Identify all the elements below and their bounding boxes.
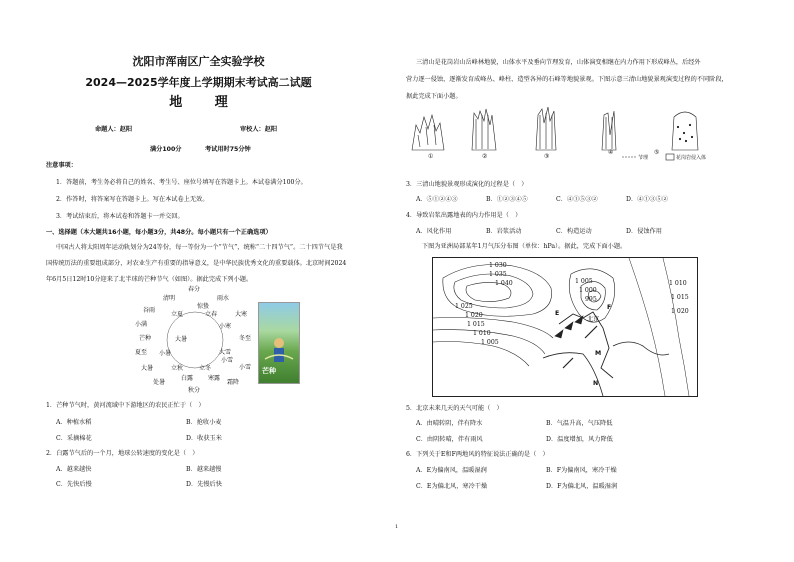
term-qingming: 清明 (163, 295, 176, 302)
stage-5: ⑤ (654, 149, 660, 156)
intro-line-1: 中国古人将太阳周年运动轨划分为24等份，每一等份为一个“节气”，统称“二十四节气”。二十四节气是我 (56, 244, 343, 251)
term-xiazhi: 夏至 (135, 349, 148, 356)
term-chunfen: 春分 (188, 286, 201, 293)
q2-option-a: A．越来越快 (56, 466, 92, 473)
isobar-1000: 1 000 (579, 287, 597, 294)
question-1: 1．芒种节气时，黄河流域中下游地区的农民正忙于（ ） (46, 402, 205, 409)
pressure-map (432, 257, 698, 397)
isobar-1035: 1 035 (489, 271, 507, 278)
q1-option-b: B．抢收小麦 (186, 419, 222, 426)
point-e: E (555, 310, 560, 317)
q4-option-d: D．侵蚀作用 (626, 228, 662, 235)
subject-title: 地 理 (169, 95, 242, 110)
q5-option-d: D．温度增加，风力降低 (546, 436, 613, 443)
legend-joint: 节理 (638, 155, 649, 161)
isobar-1010-right: 1 010 (669, 280, 687, 287)
q5-option-c: C．由阴转晴，伴有雨风 (416, 436, 483, 443)
point-n: N (593, 380, 599, 387)
stage-1: ① (428, 153, 434, 160)
term-dashu: 大暑 (141, 365, 154, 372)
question-3: 3．三清山地貌景观形成演化的过程是（ ） (406, 181, 528, 188)
q6-option-b: B．F为偏南风，寒冷干燥 (546, 467, 617, 474)
mangzhong-poster-image (258, 302, 300, 384)
q2-option-b: B．越来越慢 (186, 466, 222, 473)
right-intro-line-1: 三清山是花岗岩山岳峰林地貌，山体水平及垂向节理发育，山体演变相继在内力作用下形成峰丛，后经外 (416, 59, 701, 66)
question-4: 4．导致岩浆出露地表的内力作用是（ ） (406, 212, 522, 219)
isobar-1005-right: 1 005 (575, 278, 593, 285)
q2-option-c: C．先快后慢 (56, 481, 92, 488)
q5-option-a: A．由晴转阴，伴有降水 (416, 420, 483, 427)
term-xiaoxue: 小雪 (239, 364, 252, 371)
q6-option-c: C．E为偏北风，寒冷干燥 (416, 483, 488, 490)
isobar-1015-right: 1 015 (671, 294, 689, 301)
section-title: 一、选择题（本大题共16小题，每小题3分，共48分。每小题只有一个正确选项） (46, 229, 272, 236)
isobar-1020-left: 1 020 (465, 312, 483, 319)
term-qiufen: 秋分 (188, 387, 201, 394)
legend-granite: 花岗岩侵入体 (676, 155, 707, 161)
q6-option-d: D．F为偏北风，温暖湿润 (546, 483, 618, 490)
q2-option-d: D．先慢后快 (186, 481, 222, 488)
term-chushu: 处暑 (153, 379, 166, 386)
solar-term-wheel (135, 285, 255, 395)
term-guyu: 谷雨 (143, 307, 156, 314)
isobar-1025: 1 025 (455, 303, 473, 310)
question-2: 2．白露节气后的一个月，地球公转速度的变化是（ ） (46, 450, 199, 457)
notes-title: 注意事项： (46, 162, 77, 169)
q4-option-a: A．风化作用 (416, 228, 452, 235)
term-hanlu: 寒露 (208, 375, 221, 382)
term-dahan: 大寒 (235, 311, 248, 318)
exam-title: 2024—2025学年度上学期期末考试高二试题 (85, 76, 312, 89)
stage-4: ④ (608, 149, 614, 156)
term-dashu-inner: 大暑 (175, 336, 188, 343)
q3-option-b: B．①②③④⑤ (486, 196, 528, 203)
page-number: 1 (395, 524, 399, 530)
term-xiaohan: 小寒 (219, 323, 232, 330)
isobar-1020-right: 1 020 (671, 308, 689, 315)
stage-3: ③ (544, 153, 550, 160)
term-xiaoshu: 小暑 (159, 350, 172, 357)
poster-label: 芒种 (262, 367, 276, 375)
map-caption: 下图为亚洲局部某年1月气压分布图（单位：hPa）。据此，完成下面小题。 (422, 243, 627, 250)
landform-stages-figure (410, 105, 710, 165)
q3-option-c: C．④①⑤③② (556, 196, 598, 203)
question-5: 5．北京未来几天的天气可能（ ） (406, 405, 503, 412)
q1-option-d: D．收获玉米 (186, 435, 222, 442)
author: 命题人：赵阳 (95, 126, 133, 133)
term-lichun: 立春 (205, 311, 218, 318)
q4-option-c: C．构造运动 (556, 228, 592, 235)
note-2: 2．作答时，将答案写在答题卡上。写在本试卷上无效。 (56, 196, 209, 203)
term-bailu: 白露 (181, 375, 194, 382)
intro-line-2: 国传统历法的重要组成部分，对农业生产有重要的指导意义，是中华民族优秀文化的重要载体。北京时间2024 (46, 260, 347, 267)
isobar-1010-left: 1 010 (473, 330, 491, 337)
point-f: F (607, 304, 612, 311)
q6-option-a: A．E为偏南风，温暖湿润 (416, 467, 487, 474)
note-1: 1．答题前，考生务必将自己的姓名、考生号、座位号填写在答题卡上。本试卷满分100分。 (56, 179, 307, 186)
term-xiaoman: 小满 (135, 321, 148, 328)
isobar-1005-left: 1 005 (481, 339, 499, 346)
term-shuangjiang: 霜降 (227, 379, 240, 386)
question-6: 6．下列关于E和F两地风的特征说法正确的是（ ） (406, 451, 549, 458)
time-limit: 考试用时75分钟 (205, 146, 251, 153)
q1-option-c: C．采摘棉花 (56, 435, 92, 442)
point-m: M (595, 350, 602, 357)
q4-option-b: B．岩浆活动 (486, 228, 522, 235)
term-xiaoxue-inner: 小雪 (221, 357, 234, 364)
right-intro-line-3: 据此完成下面小题。 (406, 93, 462, 100)
term-yushui: 雨水 (217, 295, 230, 302)
reviewer: 审校人：赵阳 (240, 126, 278, 133)
term-dongzhi: 冬至 (239, 335, 252, 342)
point-beijing: 北京 (587, 316, 600, 323)
isobar-1015-left: 1 015 (467, 321, 485, 328)
term-mangzhong: 芒种 (139, 335, 152, 342)
q3-option-d: D．④①③⑤② (626, 196, 669, 203)
q1-option-a: A．种植水稻 (56, 419, 92, 426)
stage-2: ② (482, 153, 488, 160)
term-lixia: 立夏 (171, 311, 184, 318)
score: 满分100分 (150, 146, 182, 153)
q5-option-b: B．气温升高，气压降低 (546, 420, 613, 427)
right-intro-line-2: 营力逐一侵蚀，逐渐发育成峰丛、峰柱、造型各异的石峰等地貌景观。下图示意三清山地貌景观演变过程的不同阶段， (406, 76, 728, 83)
note-3: 3．考试结束后，将本试卷和答题卡一并交回。 (56, 213, 184, 220)
term-jingzhe: 惊蛰 (197, 303, 210, 310)
school-name: 沈阳市浑南区广全实验学校 (132, 55, 265, 68)
isobar-1030: 1 030 (489, 262, 507, 269)
isobar-995: 995 (585, 296, 597, 303)
q3-option-a: A．⑤①②④③ (416, 196, 458, 203)
intro-line-3: 年6月5日12时10分迎来了北半球的芒种节气（如图）。据此完成下列小题。 (46, 276, 253, 283)
term-liqiu: 立秋 (171, 365, 184, 372)
term-lidong: 立冬 (199, 365, 212, 372)
isobar-1040: 1 040 (495, 280, 513, 287)
term-daxue: 大雪 (219, 349, 232, 356)
